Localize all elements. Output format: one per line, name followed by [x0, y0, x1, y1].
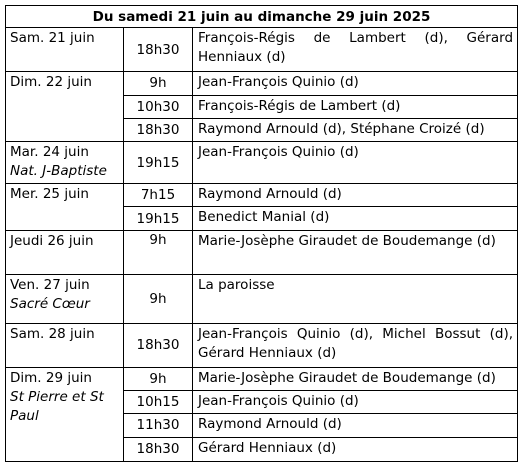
schedule-row — [6, 28, 518, 72]
day-label: Mar. 24 juin — [10, 144, 89, 160]
day-label: Jeudi 26 juin — [10, 232, 94, 249]
day-cell — [6, 72, 124, 142]
feast-label: Sacré Cœur — [10, 296, 90, 313]
mass-time: 9h — [124, 72, 193, 95]
feast-label: Nat. J-Baptiste — [10, 163, 107, 179]
mass-time: 9h — [124, 275, 193, 324]
mass-intention: Raymond Arnould (d) — [193, 414, 518, 437]
feast-label: St Pierre et St Paul — [10, 388, 104, 424]
mass-time: 19h15 — [124, 207, 193, 230]
day-cell — [6, 367, 124, 461]
mass-time: 10h15 — [124, 391, 193, 414]
day-label: Sam. 21 juin — [10, 30, 95, 46]
mass-time: 9h — [124, 230, 193, 274]
schedule-row — [6, 72, 518, 95]
mass-intention: François-Régis de Lambert (d) — [193, 95, 518, 118]
mass-time: 10h30 — [124, 95, 193, 118]
mass-time: 19h15 — [124, 142, 193, 184]
schedule-row — [6, 323, 518, 367]
mass-intention: Marie-Josèphe Giraudet de Boudemange (d) — [193, 230, 518, 274]
day-cell — [6, 184, 124, 230]
table-header-row — [6, 6, 518, 28]
schedule-row — [6, 275, 518, 324]
schedule-title: Du samedi 21 juin au dimanche 29 juin 2025 — [6, 6, 518, 28]
day-label: Sam. 28 juin — [10, 325, 95, 342]
mass-intention: Marie-Josèphe Giraudet de Boudemange (d) — [193, 367, 518, 390]
mass-intention: Jean-François Quinio (d) — [193, 142, 518, 184]
mass-intention: Raymond Arnould (d), Stéphane Croizé (d) — [193, 118, 518, 141]
mass-intention: Benedict Manial (d) — [193, 207, 518, 230]
schedule-row — [6, 142, 518, 184]
day-cell — [6, 323, 124, 367]
mass-time: 18h30 — [124, 28, 193, 72]
day-cell — [6, 28, 124, 72]
mass-intention: Jean-François Quinio (d) — [193, 391, 518, 414]
day-cell — [6, 142, 124, 184]
schedule-body — [6, 28, 518, 462]
mass-time: 18h30 — [124, 118, 193, 141]
mass-intention: Jean-François Quinio (d), Michel Bossut (d), Gérard Henniaux (d) — [193, 323, 518, 367]
mass-time: 11h30 — [124, 414, 193, 437]
mass-intention: Gérard Henniaux (d) — [193, 437, 518, 461]
day-label: Dim. 29 juin — [10, 369, 92, 386]
mass-schedule-table — [5, 5, 518, 462]
day-cell — [6, 275, 124, 324]
mass-time: 9h — [124, 367, 193, 390]
day-cell — [6, 230, 124, 274]
schedule-row — [6, 230, 518, 274]
day-label: Mer. 25 juin — [10, 186, 89, 203]
day-label: Dim. 22 juin — [10, 74, 92, 91]
day-label: Ven. 27 juin — [10, 277, 90, 294]
mass-intention: Raymond Arnould (d) — [193, 184, 518, 207]
mass-intention: La paroisse — [193, 275, 518, 324]
mass-time: 18h30 — [124, 437, 193, 461]
schedule-row — [6, 184, 518, 207]
mass-time: 18h30 — [124, 323, 193, 367]
mass-intention: François-Régis de Lambert (d), Gérard Henniaux (d) — [193, 28, 518, 72]
mass-intention: Jean-François Quinio (d) — [193, 72, 518, 95]
schedule-row — [6, 367, 518, 390]
mass-time: 7h15 — [124, 184, 193, 207]
